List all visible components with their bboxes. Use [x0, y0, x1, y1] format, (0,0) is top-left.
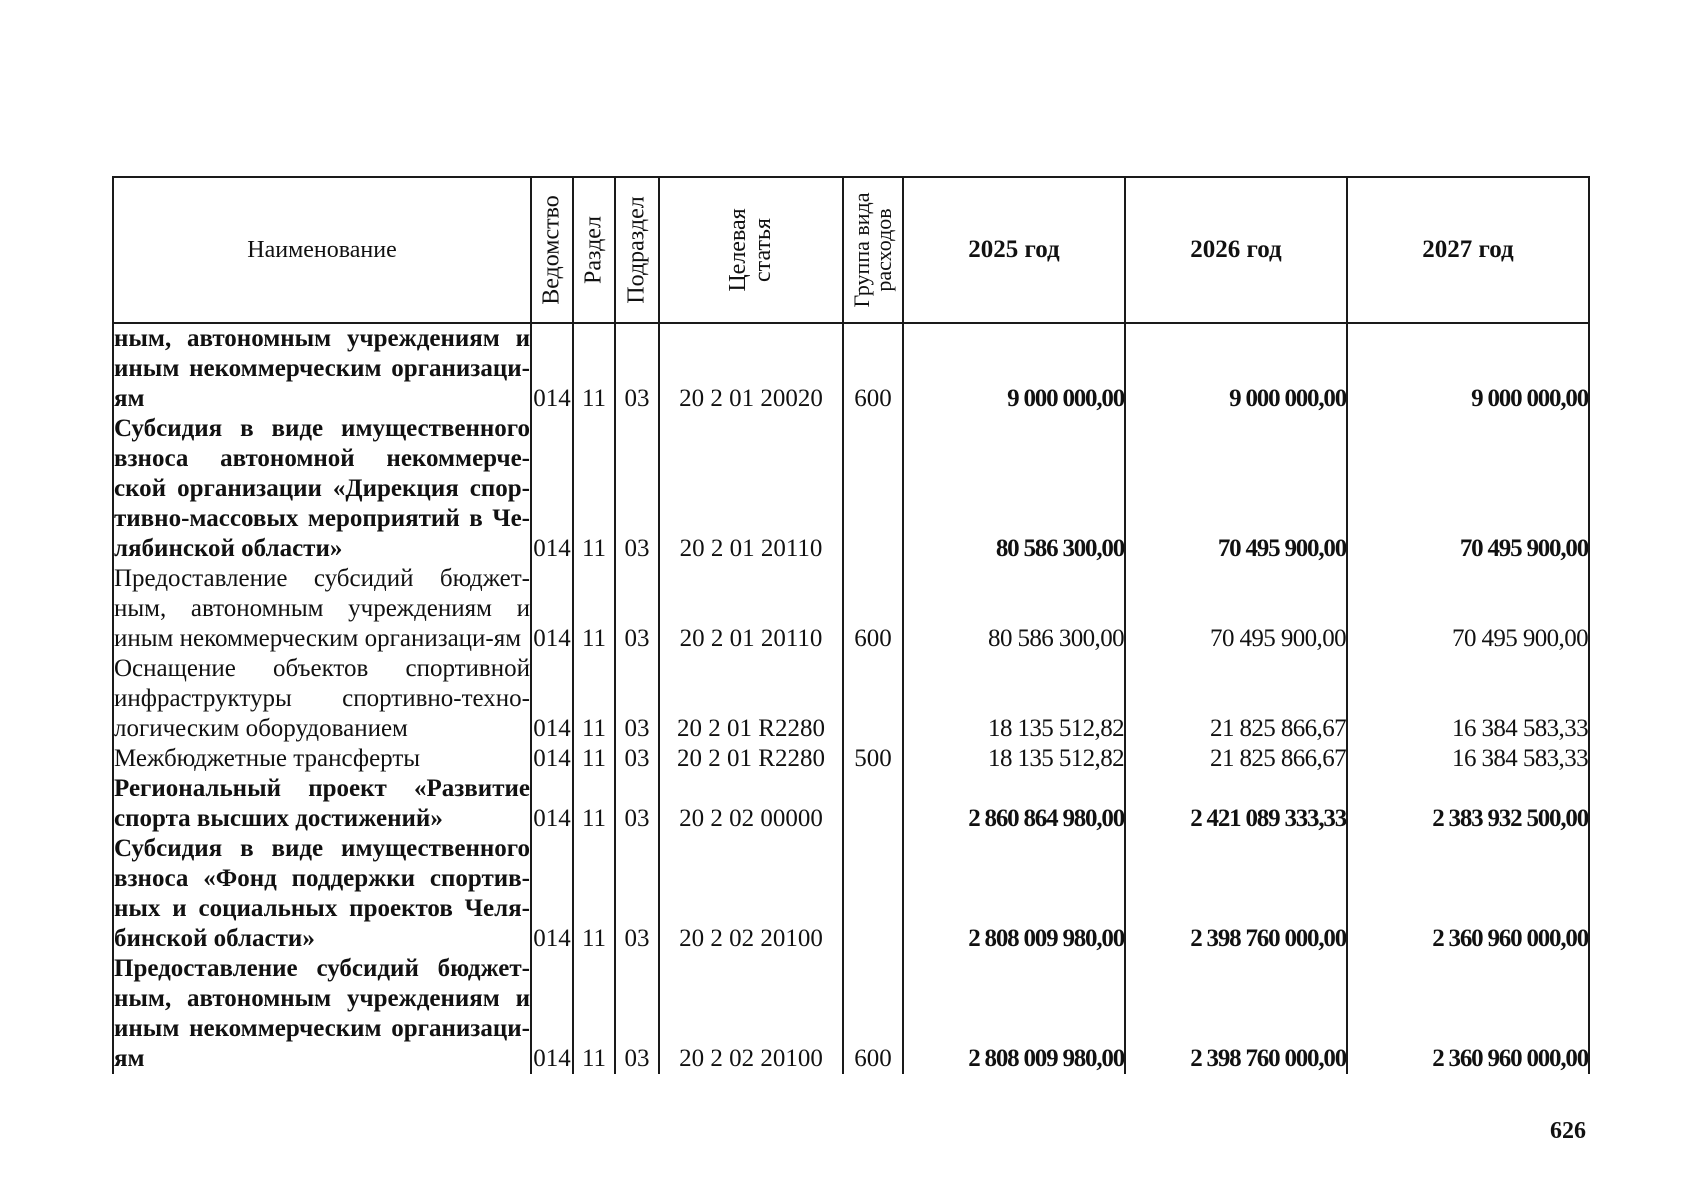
header-year-2025 — [903, 177, 1125, 323]
table-header-row — [113, 177, 1589, 323]
header-expense-group-line2: расходов — [871, 208, 896, 292]
header-target-article-label — [726, 208, 776, 291]
row-amount-2027: 2 360 960 000,00 — [1347, 954, 1589, 1074]
row-target-article: 20 2 02 20100 — [659, 834, 843, 954]
row-department: 014 — [531, 744, 573, 774]
row-section: 11 — [573, 834, 615, 954]
row-target-article: 20 2 02 00000 — [659, 774, 843, 834]
row-name — [113, 954, 531, 1074]
row-expense-group — [843, 774, 903, 834]
row-amount-2025: 2 808 009 980,00 — [903, 954, 1125, 1074]
row-department: 014 — [531, 954, 573, 1074]
header-year-2025-label: 2025 год — [968, 236, 1060, 263]
row-name-text: Оснащение объектов спортивной инфраструктуры спортивно-техно-логическим оборудованием — [114, 655, 530, 742]
row-name-text: Региональный проект «Развитие спорта высших достижений» — [114, 775, 530, 832]
table-body — [113, 323, 1589, 1074]
row-amount-2026: 9 000 000,00 — [1125, 323, 1347, 414]
header-year-2026 — [1125, 177, 1347, 323]
row-amount-2026: 2 398 760 000,00 — [1125, 954, 1347, 1074]
row-target-article: 20 2 01 R2280 — [659, 744, 843, 774]
header-year-2027-label: 2027 год — [1422, 236, 1514, 263]
row-target-article: 20 2 02 20100 — [659, 954, 843, 1074]
row-expense-group: 600 — [843, 564, 903, 654]
table-row — [113, 774, 1589, 834]
row-subsection: 03 — [615, 654, 659, 744]
row-subsection: 03 — [615, 414, 659, 564]
row-amount-2027: 16 384 583,33 — [1347, 744, 1589, 774]
row-name-text: Предоставление субсидий бюджет-ным, автономным учреждениям и иным некоммерческим организаци-ям — [114, 955, 530, 1072]
table-row — [113, 834, 1589, 954]
row-amount-2025: 9 000 000,00 — [903, 323, 1125, 414]
row-expense-group — [843, 414, 903, 564]
row-section: 11 — [573, 654, 615, 744]
header-expense-group-line1: Группа вида — [849, 192, 874, 308]
header-expense-group-label — [851, 193, 895, 308]
row-target-article: 20 2 01 R2280 — [659, 654, 843, 744]
table-row — [113, 744, 1589, 774]
table-row — [113, 954, 1589, 1074]
page-number: 626 — [1550, 1118, 1586, 1144]
row-expense-group: 600 — [843, 954, 903, 1074]
row-subsection: 03 — [615, 774, 659, 834]
row-department: 014 — [531, 564, 573, 654]
row-name — [113, 834, 531, 954]
row-amount-2025: 18 135 512,82 — [903, 744, 1125, 774]
row-amount-2026: 21 825 866,67 — [1125, 654, 1347, 744]
row-subsection: 03 — [615, 323, 659, 414]
row-subsection: 03 — [615, 834, 659, 954]
row-subsection: 03 — [615, 954, 659, 1074]
row-name — [113, 564, 531, 654]
table-row — [113, 323, 1589, 414]
row-name — [113, 323, 531, 414]
budget-table — [112, 176, 1590, 1074]
row-amount-2027: 2 383 932 500,00 — [1347, 774, 1589, 834]
row-department: 014 — [531, 834, 573, 954]
row-amount-2025: 2 860 864 980,00 — [903, 774, 1125, 834]
header-year-2027 — [1347, 177, 1589, 323]
row-amount-2026: 2 398 760 000,00 — [1125, 834, 1347, 954]
row-name — [113, 774, 531, 834]
row-name-text: Субсидия в виде имущественного взноса автономной некоммерче-ской организации «Дирекция спор-тивно-массовых мероприятий в Че-лябинской области» — [114, 415, 530, 562]
header-target-article — [659, 177, 843, 323]
row-name — [113, 654, 531, 744]
row-name-text: Межбюджетные трансферты — [114, 745, 421, 772]
row-department: 014 — [531, 323, 573, 414]
row-department: 014 — [531, 774, 573, 834]
row-expense-group: 500 — [843, 744, 903, 774]
row-amount-2026: 21 825 866,67 — [1125, 744, 1347, 774]
row-amount-2027: 16 384 583,33 — [1347, 654, 1589, 744]
row-section: 11 — [573, 744, 615, 774]
row-section: 11 — [573, 414, 615, 564]
row-amount-2027: 9 000 000,00 — [1347, 323, 1589, 414]
row-name-text: Предоставление субсидий бюджет-ным, автономным учреждениям и иным некоммерческим организаци-ям — [114, 565, 530, 652]
row-section: 11 — [573, 954, 615, 1074]
row-department: 014 — [531, 414, 573, 564]
table-row — [113, 654, 1589, 744]
row-section: 11 — [573, 564, 615, 654]
header-target-article-line1: Целевая — [725, 208, 751, 292]
row-amount-2025: 18 135 512,82 — [903, 654, 1125, 744]
header-department-label: Ведомство — [538, 195, 565, 305]
row-amount-2027: 70 495 900,00 — [1347, 564, 1589, 654]
header-year-2026-label: 2026 год — [1190, 236, 1282, 263]
row-section: 11 — [573, 774, 615, 834]
row-amount-2025: 80 586 300,00 — [903, 564, 1125, 654]
row-amount-2027: 2 360 960 000,00 — [1347, 834, 1589, 954]
row-name-text: ным, автономным учреждениям и иным некоммерческим организаци-ям — [114, 325, 530, 412]
header-department — [531, 177, 573, 323]
header-name-label: Наименование — [247, 236, 397, 263]
table-row — [113, 564, 1589, 654]
row-target-article: 20 2 01 20020 — [659, 323, 843, 414]
header-subsection — [615, 177, 659, 323]
header-section-label: Раздел — [580, 216, 607, 284]
table-row — [113, 414, 1589, 564]
row-name-text: Субсидия в виде имущественного взноса «Фонд поддержки спортив-ных и социальных проектов Челя-бинской области» — [114, 835, 530, 952]
row-subsection: 03 — [615, 564, 659, 654]
header-name — [113, 177, 531, 323]
row-name — [113, 744, 531, 774]
row-expense-group — [843, 834, 903, 954]
header-target-article-line2: статья — [750, 218, 776, 282]
header-section — [573, 177, 615, 323]
row-target-article: 20 2 01 20110 — [659, 414, 843, 564]
row-target-article: 20 2 01 20110 — [659, 564, 843, 654]
header-expense-group — [843, 177, 903, 323]
header-subsection-label: Подраздел — [623, 196, 650, 304]
row-subsection: 03 — [615, 744, 659, 774]
row-expense-group: 600 — [843, 323, 903, 414]
row-name — [113, 414, 531, 564]
row-department: 014 — [531, 654, 573, 744]
row-section: 11 — [573, 323, 615, 414]
row-amount-2026: 70 495 900,00 — [1125, 414, 1347, 564]
row-expense-group — [843, 654, 903, 744]
row-amount-2026: 70 495 900,00 — [1125, 564, 1347, 654]
row-amount-2025: 80 586 300,00 — [903, 414, 1125, 564]
row-amount-2025: 2 808 009 980,00 — [903, 834, 1125, 954]
row-amount-2027: 70 495 900,00 — [1347, 414, 1589, 564]
row-amount-2026: 2 421 089 333,33 — [1125, 774, 1347, 834]
